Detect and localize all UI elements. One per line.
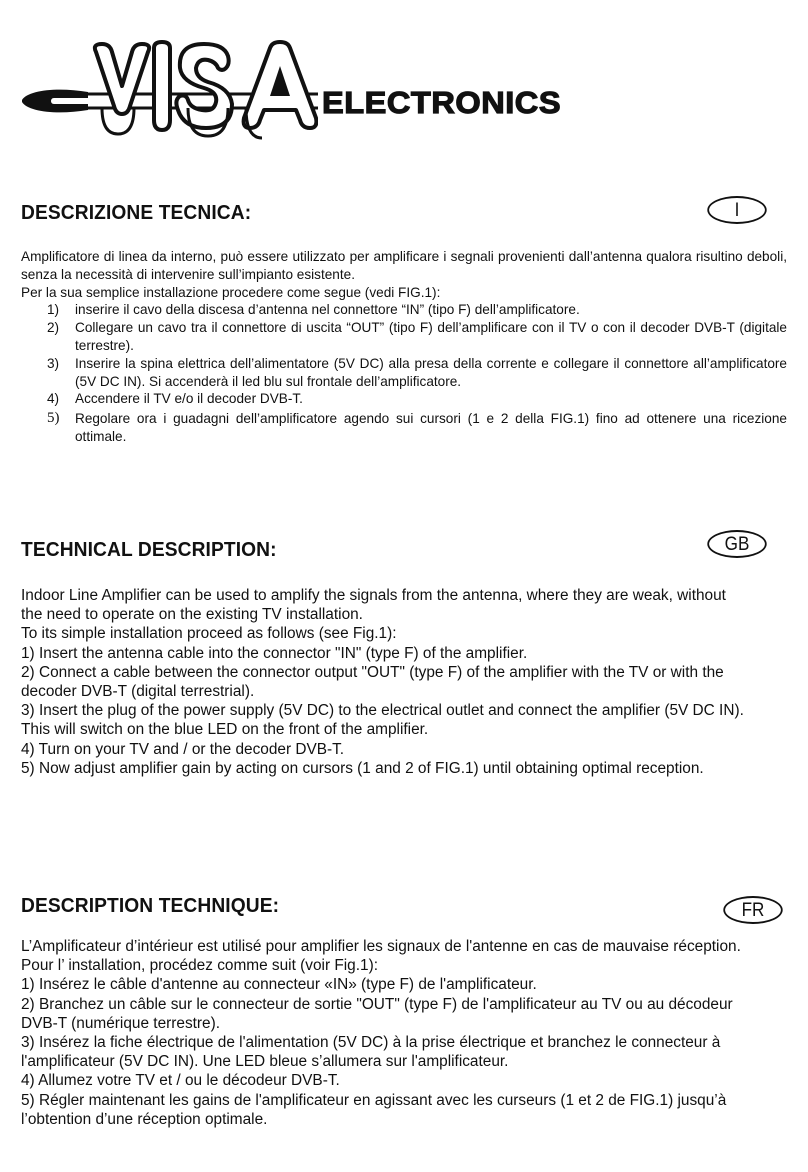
language-badge-gb bbox=[707, 530, 766, 558]
text-line: L’Amplificateur d’intérieur est utilisé pour amplifier les signaux de l'antenne en cas de mauvaise réception. bbox=[21, 938, 741, 955]
visa-electronics-logo bbox=[18, 38, 562, 144]
text-line: 3) Insert the plug of the power supply (5V DC) to the electrical outlet and connect the amplifier (5V DC IN). bbox=[21, 702, 744, 720]
text-line: DVB-T (numérique terrestre). bbox=[21, 1014, 220, 1032]
text-line: decoder DVB-T (digital terrestrial). bbox=[21, 683, 255, 701]
text-line: Pour l’ installation, procédez comme suit (voir Fig.1): bbox=[21, 957, 378, 975]
list-item: 5) Regolare ora i guadagni dell’amplificatore agendo sui cursori (1 e 2 della FIG.1) fino ad ottenere una ricezione ottimale. bbox=[47, 410, 787, 444]
list-item: 2) Collegare un cavo tra il connettore di uscita “OUT” (tipo F) dell’amplificare con il TV o con il decoder DVB-T (digitale terrestre). bbox=[47, 320, 787, 353]
text-line: 4) Turn on your TV and / or the decoder DVB-T. bbox=[21, 740, 345, 758]
text-line: 2) Connect a cable between the connector output "OUT" (type F) of the amplifier with the TV or with the bbox=[21, 663, 724, 681]
text-line: 2) Branchez un câble sur le connecteur de sortie "OUT" (type F) de l'amplificateur au TV ou au décodeur bbox=[21, 995, 733, 1013]
text-line: This will switch on the blue LED on the front of the amplifier. bbox=[21, 721, 429, 739]
section-title-gb: TECHNICAL DESCRIPTION: bbox=[21, 539, 277, 561]
steps-list bbox=[21, 301, 787, 445]
text-line: 5) Now adjust amplifier gain by acting on cursors (1 and 2 of FIG.1) until obtaining optimal reception. bbox=[21, 759, 704, 777]
text-line: 1) Insérez le câble d'antenne au connecteur «IN» (type F) de l'amplificateur. bbox=[21, 976, 537, 994]
section-body-it bbox=[21, 248, 787, 446]
text-line: l'amplificateur (5V DC IN). Une LED bleue s’allumera sur l'amplificateur. bbox=[21, 1053, 509, 1071]
badge-label: FR bbox=[741, 899, 765, 921]
list-item: 1) inserire il cavo della discesa d’antenna nel connettore “IN” (tipo F) dell’amplificatore. bbox=[47, 302, 580, 318]
intro-paragraph: Amplificatore di linea da interno, può essere utilizzato per amplificare i segnali provenienti dall’antenna qualora risultino deboli, senza la necessità di intervenire sull’impianto esistente. bbox=[21, 249, 787, 282]
section-body-fr bbox=[21, 937, 808, 1129]
text-line: 3) Insérez la fiche électrique de l'alimentation (5V DC) à la prise électrique et branchez le connecteur à bbox=[21, 1034, 721, 1052]
badge-label: I bbox=[734, 199, 740, 221]
language-badge-it bbox=[707, 196, 766, 224]
text-line: 5) Régler maintenant les gains de l'amplificateur en agissant avec les curseurs (1 et 2 de FIG.1) jusqu’à bbox=[21, 1091, 727, 1109]
text-line: Indoor Line Amplifier can be used to amplify the signals from the antenna, where they are weak, without bbox=[21, 587, 726, 604]
text-line: 4) Allumez votre TV et / ou le décodeur DVB-T. bbox=[21, 1072, 340, 1090]
list-item: 4) Accendere il TV e/o il decoder DVB-T. bbox=[47, 391, 303, 407]
text-line: the need to operate on the existing TV installation. bbox=[21, 606, 363, 624]
section-title-fr: DESCRIPTION TECHNIQUE: bbox=[21, 895, 280, 917]
visa-logo-mark-icon bbox=[18, 38, 318, 144]
text-line: To its simple installation proceed as follows (see Fig.1): bbox=[21, 625, 397, 643]
language-badge-fr bbox=[723, 896, 782, 924]
text-line: l’obtention d’une réception optimale. bbox=[21, 1110, 268, 1128]
section-title-it: DESCRIZIONE TECNICA: bbox=[21, 202, 252, 224]
section-body-gb bbox=[21, 586, 808, 778]
list-item: 3) Inserire la spina elettrica dell’alimentatore (5V DC) alla presa della corrente e collegare il connettore all’amplificatore (5V DC IN). Si accenderà il led blu sul frontale dell’amplificatore. bbox=[47, 355, 787, 389]
logo-subtitle: ELECTRONICS bbox=[322, 85, 562, 120]
lead-paragraph: Per la sua semplice installazione procedere come segue (vedi FIG.1): bbox=[21, 284, 441, 300]
text-line: 1) Insert the antenna cable into the connector "IN" (type F) of the amplifier. bbox=[21, 644, 528, 662]
badge-label: GB bbox=[724, 533, 750, 555]
